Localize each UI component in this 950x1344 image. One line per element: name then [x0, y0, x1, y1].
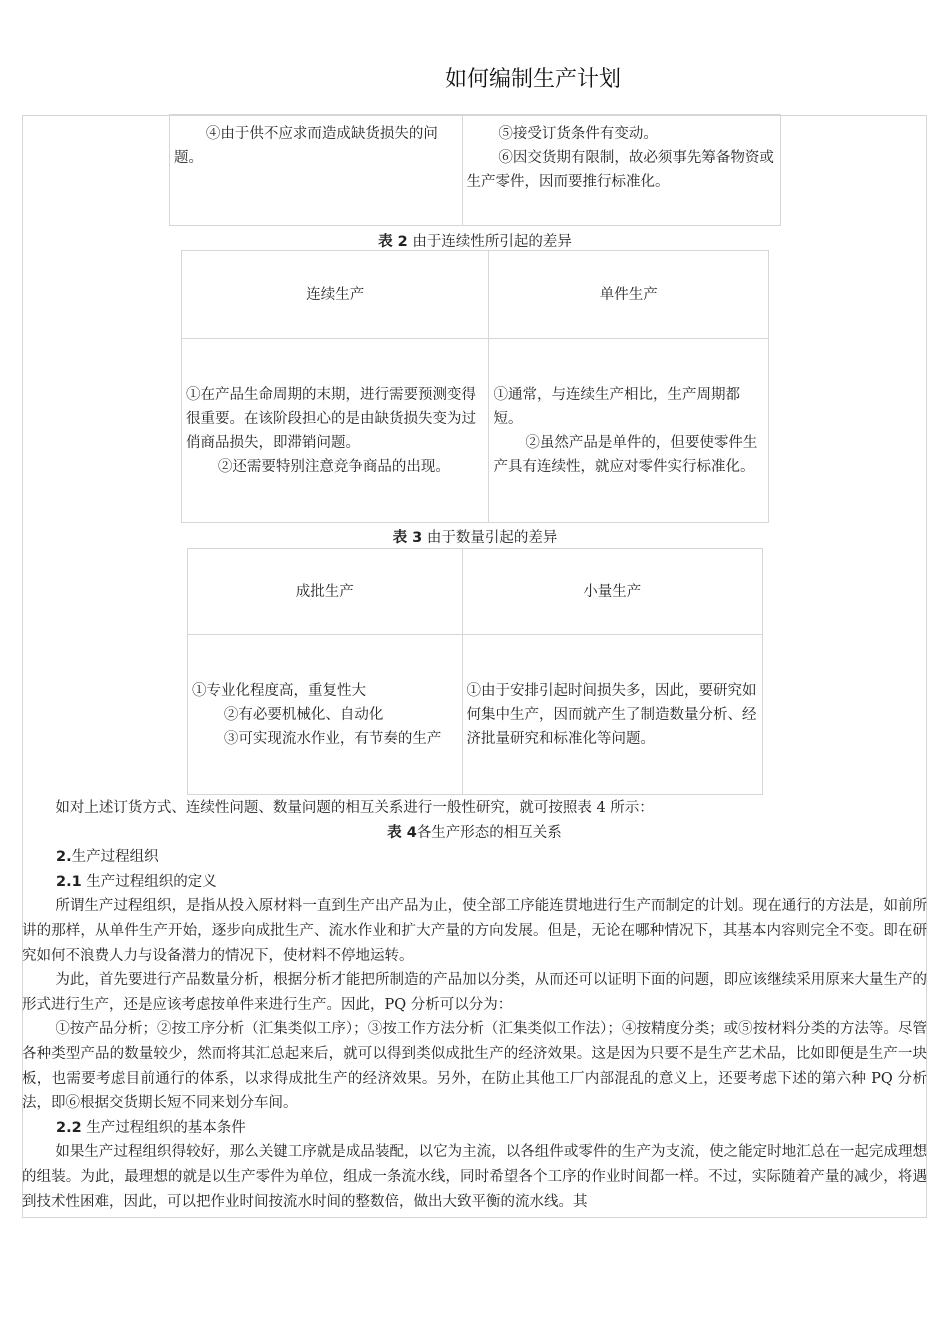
section-2-1-title: 生产过程组织的定义	[81, 873, 217, 890]
section-2-heading	[22, 845, 927, 870]
table2-continuous-line: ②还需要特别注意竞争商品的出现。	[217, 458, 450, 475]
intro-line: 如对上述订货方式、连续性问题、数量问题的相互关系进行一般性研究，就可按照表 4 所示：	[55, 800, 654, 816]
table4-caption	[22, 821, 927, 846]
table3-caption-num: 表 3	[392, 530, 423, 546]
table1-left-cell	[170, 115, 463, 226]
table3-batch-cell	[188, 635, 463, 795]
table1-right-line: ⑤接受订货条件有变动。	[498, 126, 658, 142]
section-2-1-num: 2.1	[56, 873, 82, 890]
table2-header-single: 单件生产	[489, 251, 769, 339]
table2-single-line: ①通常，与连续生产相比，生产周期都短。	[493, 386, 740, 427]
table2-header-continuous: 连续生产	[182, 251, 489, 339]
table3-batch-line: ①专业化程度高，重复性大	[192, 682, 366, 699]
table2-continuous-line: ①在产品生命周期的末期，进行需要预测变得很重要。在该阶段担心的是由缺货损失变为过俏商品损失，即滞销问题。	[186, 386, 476, 451]
table3-header-small: 小量生产	[462, 549, 762, 635]
section-2-1-heading	[22, 870, 927, 895]
table-3	[187, 548, 763, 795]
table2-caption	[0, 230, 950, 251]
paragraph: 如果生产过程组织得较好，那么关键工序就是成品装配，以它为主流，以各组件或零件的生产为支流，使之能定时地汇总在一起完成理想的组装。为此，最理想的就是以生产零件为单位，组成一条流水线，同时希望各个工序的作业时间都一样。不过，实际随着产量的减少，将遇到技术性困难，因此，可以把作业时间按流水时间的整数倍，做出大致平衡的流水线。其	[22, 1144, 927, 1210]
table2-continuous-cell	[182, 339, 489, 523]
table3-batch-line: ②有必要机械化、自动化	[223, 706, 384, 723]
section-2-title: 生产过程组织	[71, 849, 159, 866]
table3-header-batch: 成批生产	[188, 549, 463, 635]
section-2-num: 2.	[56, 849, 72, 866]
paragraph: 为此，首先要进行产品数量分析，根据分析才能把所制造的产品加以分类，从而还可以证明下面的问题，即应该继续采用原来大量生产的形式进行生产，还是应该考虑按单件来进行生产。因此，PQ 分析可以分为：	[22, 972, 927, 1013]
paragraph: ①按产品分析；②按工序分析（汇集类似工序）；③按工作方法分析（汇集类似工作法）；④按精度分类；或⑤按材料分类的方法等。尽管各种类型产品的数量较少，然而将其汇总起来后，就可以得到类似成批生产的经济效果。这是因为只要不是生产艺术品，比如即便是生产一块板，也需要考虑目前通行的体系，以求得成批生产的经济效果。另外，在防止其他工厂内部混乱的意义上，还要考虑下述的第六种 PQ 分析法，即⑥根据交货期长短不同来划分车间。	[22, 1021, 927, 1112]
paragraph: 所谓生产过程组织，是指从投入原材料一直到生产出产品为止，使全部工序能连贯地进行生产而制定的计划。现在通行的方法是，如前所讲的那样，从单件生产开始，逐步向成批生产、流水作业和扩大产量的方向发展。但是，无论在哪种情况下，其基本内容则完全不变。即在研究如何不浪费人力与设备潜力的情况下，使材料不停地运转。	[22, 898, 927, 964]
section-2-2-title: 生产过程组织的基本条件	[81, 1119, 246, 1136]
table-1-continuation	[169, 114, 781, 226]
section-2-2-heading	[22, 1116, 927, 1141]
table1-right-cell	[462, 115, 780, 226]
body-text	[22, 796, 927, 1214]
page-title: 如何编制生产计划	[444, 67, 621, 92]
table3-small-cell	[462, 635, 762, 795]
table2-caption-num: 表 2	[378, 234, 408, 250]
table3-caption-text: 由于数量引起的差异	[422, 530, 558, 546]
table3-caption	[0, 526, 950, 547]
table-2	[181, 250, 769, 523]
table4-caption-num: 表 4	[387, 824, 417, 841]
table2-caption-text: 由于连续性所引起的差异	[407, 234, 572, 250]
table1-left-line: ④由于供不应求而造成缺货损失的问题。	[174, 126, 438, 166]
table4-caption-text: 各生产形态的相互关系	[416, 824, 562, 841]
table3-batch-line: ③可实现流水作业，有节奏的生产	[223, 730, 442, 747]
table2-single-line: ②虽然产品是单件的，但要使零件生产具有连续性，就应对零件实行标准化。	[493, 434, 758, 475]
table1-right-line: ⑥因交货期有限制，故必须事先筹备物资或生产零件，因而要推行标准化。	[466, 150, 774, 190]
section-2-2-num: 2.2	[56, 1119, 82, 1136]
table3-small-line: ①由于安排引起时间损失多，因此，要研究如何集中生产，因而就产生了制造数量分析、经济批量研究和标准化等问题。	[466, 682, 757, 747]
table2-single-cell	[489, 339, 769, 523]
